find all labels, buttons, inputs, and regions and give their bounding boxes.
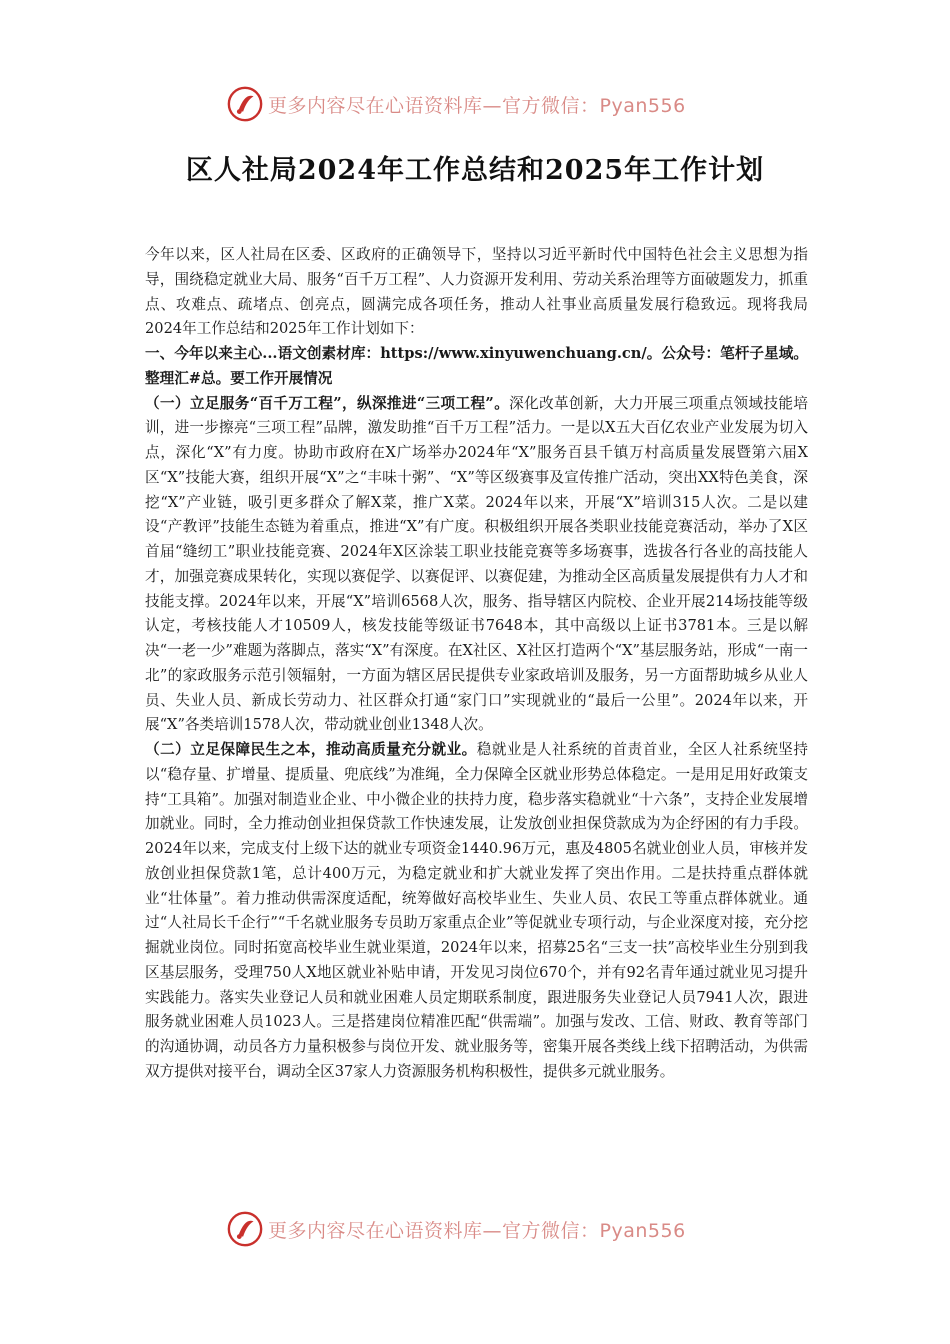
header-watermark <box>226 84 686 124</box>
document-body <box>145 243 808 1085</box>
paragraph-2 <box>145 738 808 1085</box>
brand-logo-icon <box>226 85 264 123</box>
footer-watermark <box>226 1209 686 1249</box>
section-heading: 一、今年以来主心...语文创素材库：https://www.xinyuwenchuang.cn/。公众号：笔杆子星域。整理汇#总。要工作开展情况 <box>145 345 808 387</box>
paragraph-2-body: 稳就业是人社系统的首责首业，全区人社系统坚持以“稳存量、扩增量、提质量、兜底线”为准绳，全力保障全区就业形势总体稳定。一是用足用好政策支持“工具箱”。加强对制造业企业、中小微企业的扶持力度，稳步落实稳就业“十六条”，支持企业发展增加就业。同时，全力推动创业担保贷款工作快速发展，让发放创业担保贷款成为为企纾困的有力手段。2024年以来，完成支付上级下达的就业专项资金1440.96万元，惠及4805名就业创业人员，审核并发放创业担保贷款1笔，总计400万元，为稳定就业和扩大就业发挥了突出作用。二是扶持重点群体就业“壮体量”。着力推动供需深度适配，统筹做好高校毕业生、失业人员、农民工等重点群体就业。通过“人社局长千企行”“千名就业服务专员助万家重点企业”等促就业专项行动，与企业深度对接，充分挖掘就业岗位。同时拓宽高校毕业生就业渠道，2024年以来，招募25名“三支一扶”高校毕业生分别到我区基层服务，受理750人X地区就业补贴申请，开发见习岗位670个，并有92名青年通过就业见习提升实践能力。落实失业登记人员和就业困难人员定期联系制度，跟进服务失业登记人员7941人次，跟进服务就业困难人员1023人。三是搭建岗位精准匹配“供需端”。加强与发改、工信、财政、教育等部门的沟通协调，动员各方力量积极参与岗位开发、就业服务等，密集开展各类线上线下招聘活动，为供需双方提供对接平台，调动全区37家人力资源服务机构积极性，提供多元就业服务。 <box>145 741 808 1080</box>
document-title: 区人社局2024年工作总结和2025年工作计划 <box>185 155 765 186</box>
brand-logo-icon <box>226 1210 264 1248</box>
paragraph-2-lead: （二）立足保障民生之本，推动高质量充分就业。 <box>145 741 477 758</box>
banner-text: 更多内容尽在心语资料库—官方微信：Pyan556 <box>268 1219 686 1242</box>
paragraph-1-lead: （一）立足服务“百千万工程”，纵深推进“三项工程”。 <box>145 394 510 412</box>
paragraph-1 <box>145 392 808 739</box>
banner-text: 更多内容尽在心语资料库—官方微信：Pyan556 <box>268 94 686 117</box>
paragraph-1-body: 深化改革创新，大力开展三项重点领域技能培训，进一步擦亮“三项工程”品牌，激发助推“百千万工程”活力。一是以X五大百亿农业产业发展为切入点，深化“X”有力度。协助市政府在X广场举办2024年“X”服务百县千镇万村高质量发展暨第六届X区“X”技能大赛，组织开展“X”之“丰味十粥”、“X”等区级赛事及宣传推广活动，突出XX特色美食，深挖“X”产业链，吸引更多群众了解X菜，推广X菜。2024年以来，开展“X”培训315人次。二是以建设“产教评”技能生态链为着重点，推进“X”有广度。积极组织开展各类职业技能竞赛活动，举办了X区首届“缝纫工”职业技能竞赛、2024年X区涂装工职业技能竞赛等多场赛事，选拔各行各业的高技能人才，加强竞赛成果转化，实现以赛促学、以赛促评、以赛促建，为推动全区高质量发展提供有力人才和技能支撑。2024年以来，开展“X”培训6568人次，服务、指导辖区内院校、企业开展214场技能等级认定，考核技能人才10509人，核发技能等级证书7648本，其中高级以上证书3781本。三是以解决“一老一少”难题为落脚点，落实“X”有深度。在X社区、X社区打造两个“X”基层服务站，形成“一南一北”的家政服务示范引领辐射，一方面为辖区居民提供专业家政培训及服务，另一方面帮助城乡从业人员、失业人员、新成长劳动力、社区群众打通“家门口”实现就业的“最后一公里”。2024年以来，开展“X”各类培训1578人次，带动就业创业1348人次。 <box>145 394 808 734</box>
intro-paragraph: 今年以来，区人社局在区委、区政府的正确领导下，坚持以习近平新时代中国特色社会主义思想为指导，围绕稳定就业大局、服务“百千万工程”、人力资源开发利用、劳动关系治理等方面破题发力，抓重点、攻难点、疏堵点、创亮点，圆满完成各项任务，推动人社事业高质量发展行稳致远。现将我局2024年工作总结和2025年工作计划如下： <box>145 246 808 338</box>
